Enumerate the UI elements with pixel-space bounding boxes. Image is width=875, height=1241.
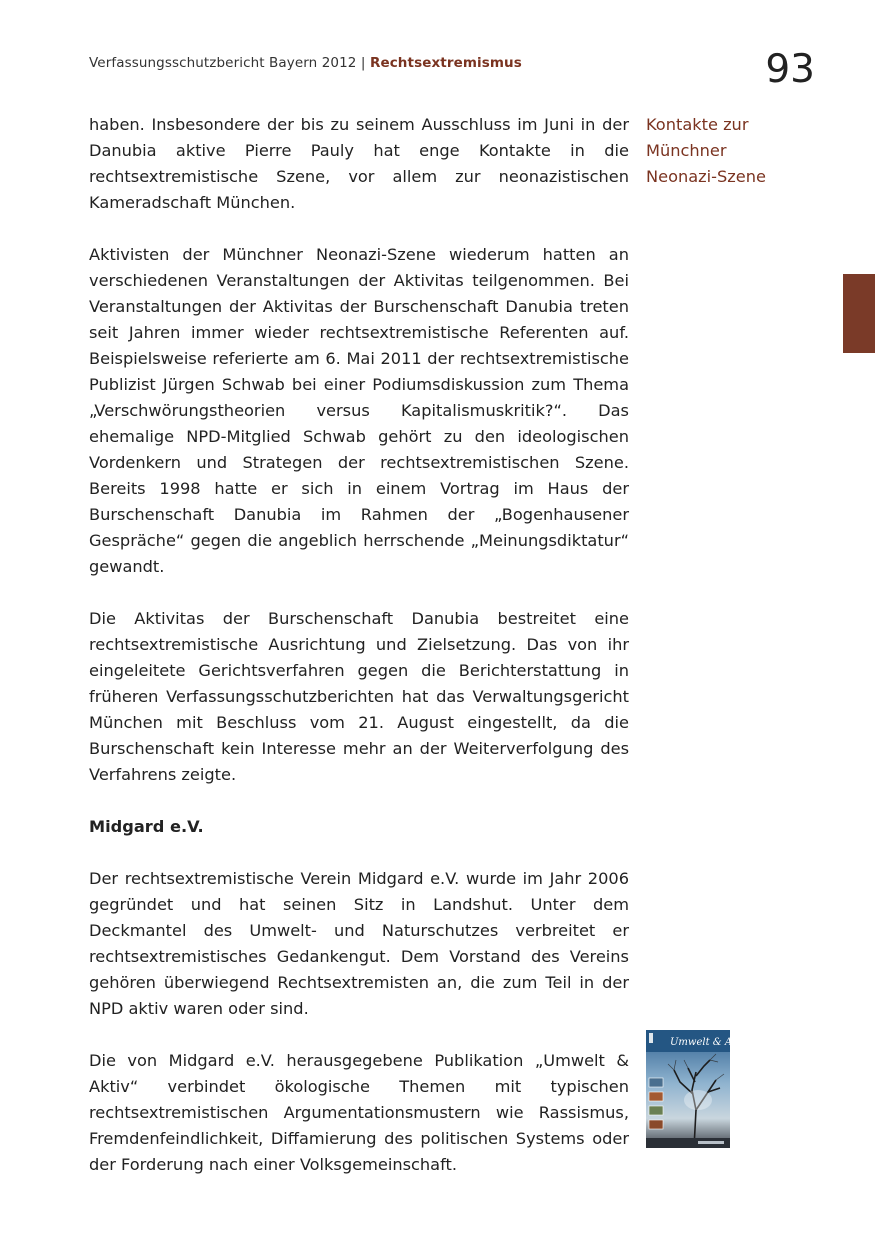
main-text-column — [89, 112, 629, 1204]
paragraph-midgard-intro: Der rechtsextremistische Verein Midgard e.V. wurde im Jahr 2006 gegründet und hat seinen Sitz in Landshut. Unter dem Deckmantel des Umwelt- und Naturschutzes verbreitet er rechtsextremistisches Gedankengut. Dem Vorstand des Vereins gehören überwiegend Rechtsextremisten an, die zum Teil in der NPD aktiv waren oder sind. — [89, 869, 629, 1018]
paragraph-umwelt-aktiv: Die von Midgard e.V. herausgegebene Publikation „Umwelt & Aktiv“ verbindet ökologische Themen mit typischen rechtsextremistischen Argumentationsmustern wie Rassismus, Fremdenfeindlichkeit, Diffamierung des politischen Systems oder der Forderung nach einer Volksgemeinschaft. — [89, 1051, 629, 1174]
section-heading-midgard: Midgard e.V. — [89, 817, 204, 836]
paragraph-danubia-lawsuit: Die Aktivitas der Burschenschaft Danubia bestreitet eine rechtsextremistische Ausrichtung und Zielsetzung. Das von ihr eingeleitete Gerichtsverfahren gegen die Berichterstattung in früheren Verfassungsschutzberichten hat das Verwaltungsgericht München mit Beschluss vom 21. August eingestellt, da die Burschenschaft kein Interesse mehr an der Weiterverfolgung des Verfahrens zeigte. — [89, 609, 629, 784]
page-number: 93 — [765, 47, 815, 92]
running-title: Verfassungsschutzbericht Bayern 2012 — [89, 55, 357, 71]
margin-note-line: Münchner — [646, 141, 727, 160]
paragraph-neonazi-events: Aktivisten der Münchner Neonazi-Szene wiederum hatten an verschiedenen Veranstaltungen der Aktivitas teilgenommen. Bei Veranstaltungen der Aktivitas der Burschenschaft Danubia treten seit Jahren immer wieder rechtsextremistische Referenten auf. Beispielsweise referierte am 6. Mai 2011 der rechtsextremistische Publizist Jürgen Schwab bei einer Podiumsdiskussion zum Thema „Verschwörungstheorien versus Kapitalismuskritik?“. Das ehemalige NPD-Mitglied Schwab gehört zu den ideologischen Vordenkern und Strategen der rechtsextremistischen Szene. Bereits 1998 hatte er sich in einem Vortrag im Haus der Burschenschaft Danubia im Rahmen der „Bogenhausener Gespräche“ gegen die angeblich herrschende „Meinungsdiktatur“ gewandt. — [89, 245, 629, 576]
chapter-thumb-tab — [843, 274, 875, 353]
margin-note — [646, 112, 826, 190]
margin-note-line: Neonazi-Szene — [646, 167, 766, 186]
header-separator: | — [360, 55, 366, 71]
paragraph-pauly-contacts: haben. Insbesondere der bis zu seinem Ausschluss im Juni in der Danubia aktive Pierre Pauly hat enge Kontakte in die rechtsextremistische Szene, vor allem zur neonazistischen Kameradschaft München. — [89, 115, 629, 212]
margin-note-line: Kontakte zur — [646, 115, 749, 134]
cover-title: Umwelt & Aktiv — [670, 1037, 752, 1048]
umwelt-aktiv-cover-image — [646, 1030, 752, 1148]
running-header — [89, 55, 522, 71]
section-title: Rechtsextremismus — [369, 55, 522, 71]
